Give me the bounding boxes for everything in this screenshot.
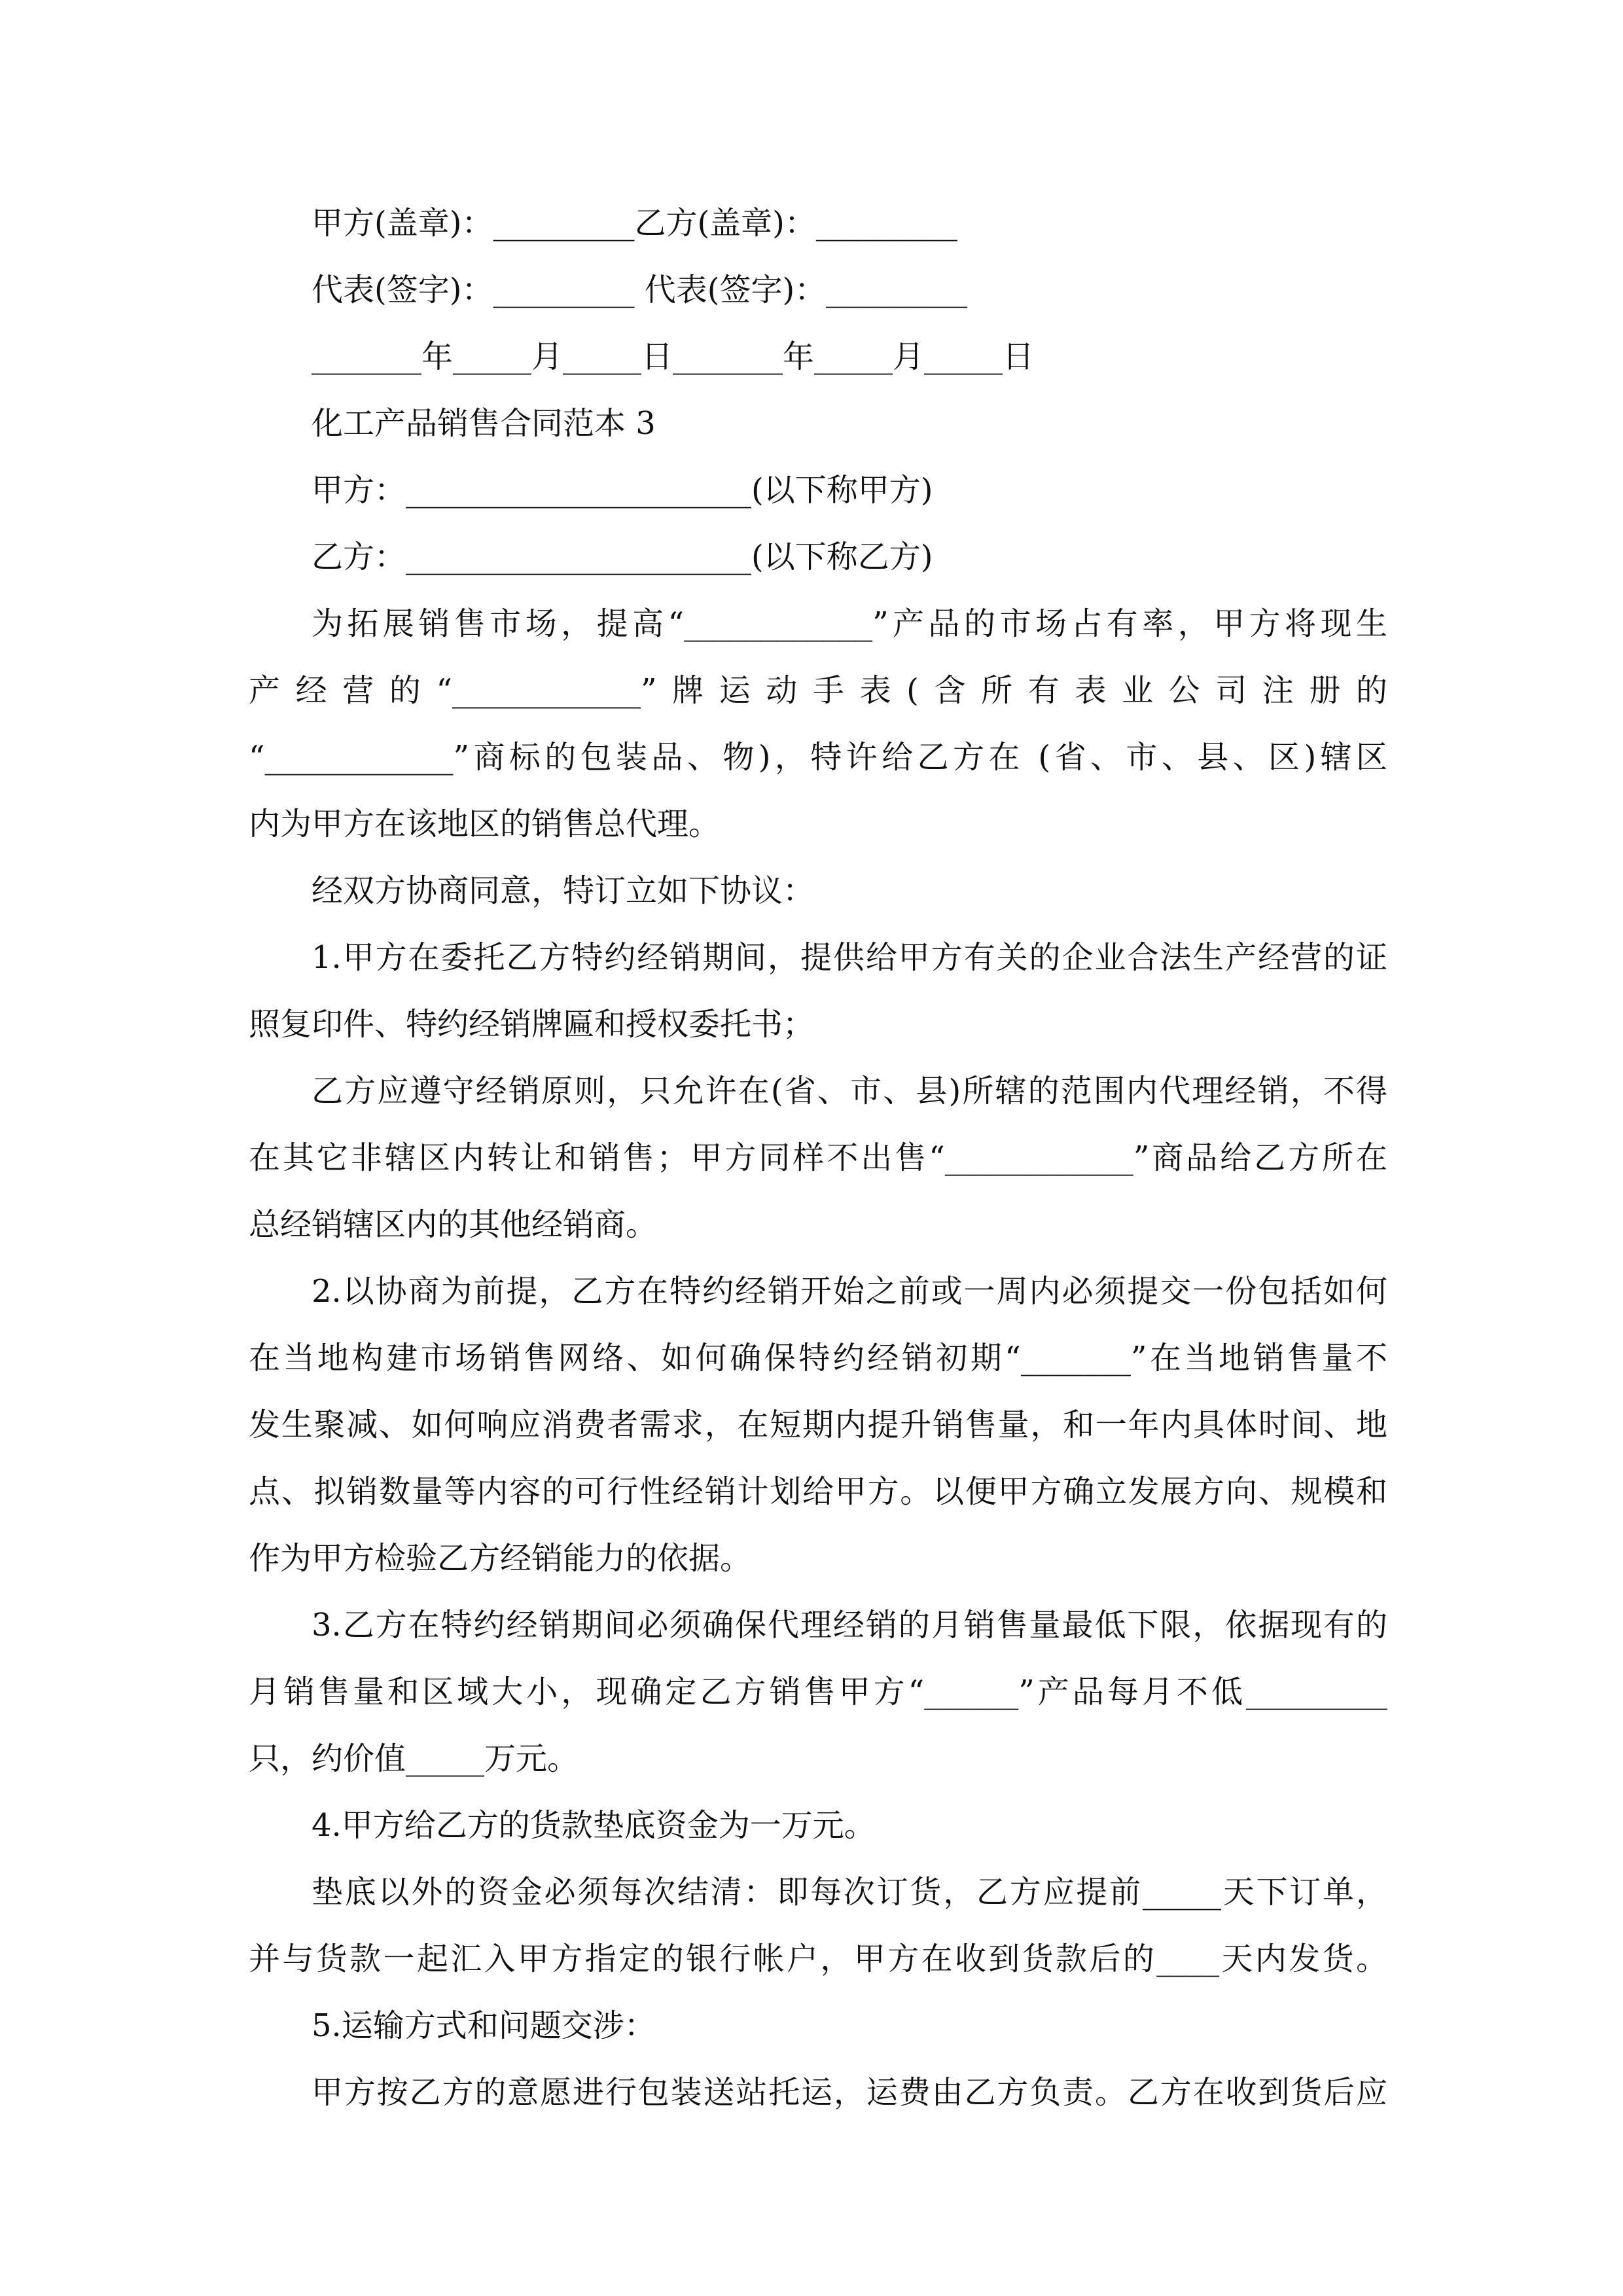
contract-body: [249, 590, 1387, 2126]
party-b-line: 乙方：______________________(以下称乙方): [312, 539, 933, 575]
text-line: 2.以协商为前提，乙方在特约经销开始之前或一周内必须提交一份包括如何: [312, 1273, 1387, 1310]
text-line: 在其它非辖区内转让和销售；甲方同样不出售“____________”商品给乙方所在: [249, 1139, 1387, 1176]
text-line: 1.甲方在委托乙方特约经销期间，提供给甲方有关的企业合法生产经营的证: [312, 939, 1387, 976]
text-line: 只，约价值_____万元。: [249, 1740, 579, 1777]
text-line: 垫底以外的资金必须每次结清：即每次订货，乙方应提前_____天下订单，: [312, 1874, 1387, 1910]
contract-page: [249, 190, 1387, 2126]
text-line: 发生聚减、如何响应消费者需求，在短期内提升销售量，和一年内具体时间、地: [249, 1407, 1387, 1443]
text-line: 并与货款一起汇入甲方指定的银行帐户，甲方在收到货款后的____天内发货。: [249, 1941, 1387, 1977]
text-line: 经双方协商同意，特订立如下协议：: [312, 872, 815, 909]
party-a-line: 甲方：______________________(以下称甲方): [312, 472, 933, 509]
text-line: 点、拟销数量等内容的可行性经销计划给甲方。以便甲方确立发展方向、规模和: [249, 1473, 1387, 1510]
text-line: 内为甲方在该地区的销售总代理。: [249, 806, 721, 842]
signature-date-line: _______年_____月_____日_______年_____月_____日: [312, 338, 1035, 375]
text-line: 为拓展销售市场，提高“____________”产品的市场占有率，甲方将现生: [312, 605, 1387, 642]
text-line: 甲方按乙方的意愿进行包装送站托运，运费由乙方负责。乙方在收到货后应: [312, 2074, 1387, 2111]
document-title: 化工产品销售合同范本 3: [312, 405, 656, 442]
text-line: 产经营的“____________”牌运动手表(含所有表业公司注册的: [249, 672, 1387, 709]
text-line: 5.运输方式和问题交涉：: [312, 2007, 656, 2044]
text-line: 作为甲方检验乙方经销能力的依据。: [249, 1540, 752, 1577]
text-line: 总经销辖区内的其他经销商。: [249, 1206, 658, 1243]
text-line: 月销售量和区域大小，现确定乙方销售甲方“______”产品每月不低_________: [249, 1674, 1387, 1710]
text-line: 乙方应遵守经销原则，只允许在(省、市、县)所辖的范围内代理经销，不得: [312, 1073, 1387, 1109]
text-line: 照复印件、特约经销牌匾和授权委托书；: [249, 1006, 815, 1043]
text-line: 3.乙方在特约经销期间必须确保代理经销的月销售量最低下限，依据现有的: [312, 1607, 1387, 1643]
text-line: 在当地构建市场销售网络、如何确保特约经销初期“_______”在当地销售量不: [249, 1340, 1387, 1376]
signature-representative-line: 代表(签字)：_________ 代表(签字)：_________: [312, 272, 968, 308]
text-line: 4.甲方给乙方的货款垫底资金为一万元。: [312, 1807, 876, 1844]
text-line: “____________”商标的包装品、物)，特许给乙方在 (省、市、县、区)辖区: [249, 739, 1387, 776]
signature-seal-line: 甲方(盖章)：_________乙方(盖章)：_________: [312, 205, 957, 242]
